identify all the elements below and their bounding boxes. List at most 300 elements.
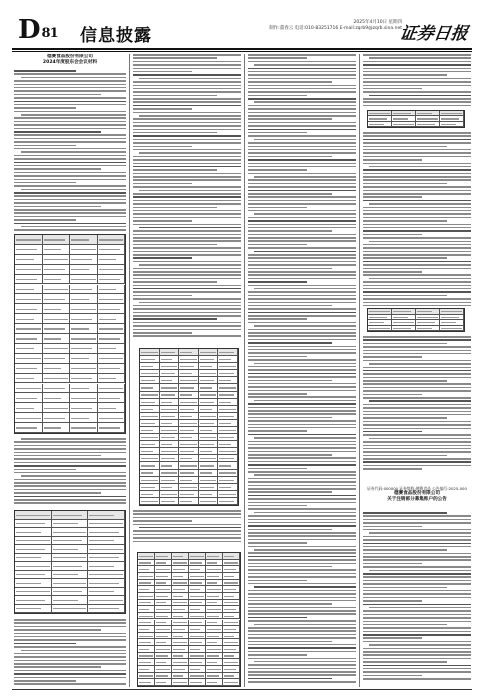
text-line: [369, 438, 471, 440]
cell-text: [219, 409, 236, 410]
text-line: [363, 81, 471, 83]
table-cell: [98, 364, 126, 374]
text-line: [133, 322, 241, 324]
cell-text: [156, 622, 166, 623]
table-cell: [15, 344, 43, 354]
text-line: [133, 261, 241, 263]
text-line: [248, 332, 356, 334]
cell-text: [53, 600, 78, 601]
table-cell: [98, 265, 126, 275]
text-line: [248, 183, 356, 185]
table-cell: [172, 600, 189, 607]
data-table: [367, 308, 465, 332]
table-cell: [199, 448, 219, 455]
text-line: [248, 637, 356, 639]
table-cell: [199, 370, 219, 377]
table-cell: [43, 265, 71, 275]
cell-text: [71, 408, 92, 409]
text-line: [248, 308, 356, 310]
cell-text: [417, 328, 432, 329]
cell-text: [161, 444, 173, 445]
cell-text: [200, 380, 214, 381]
text-line: [14, 111, 126, 113]
text-line: [248, 576, 356, 578]
cell-text: [141, 451, 153, 452]
table-cell: [218, 484, 238, 491]
text-line: [363, 74, 447, 76]
table-cell: [218, 448, 238, 455]
table-cell: [189, 580, 206, 587]
table-cell: [172, 626, 189, 633]
text-line: [363, 421, 471, 423]
page-number: 81: [41, 26, 58, 41]
text-line: [133, 74, 241, 76]
table-cell: [218, 363, 238, 370]
cell-text: [180, 451, 194, 452]
text-line: [363, 414, 471, 416]
text-line: [248, 441, 356, 443]
cell-text: [71, 418, 89, 419]
cell-text: [139, 682, 151, 683]
cell-text: [441, 328, 462, 329]
text-line: [248, 600, 356, 602]
cell-text: [190, 589, 200, 590]
table-cell: [155, 666, 172, 673]
text-line: [363, 665, 471, 667]
text-line: [363, 383, 471, 385]
cell-text: [139, 596, 153, 597]
table-cell: [88, 579, 125, 588]
cell-text: [219, 352, 233, 353]
text-line: [14, 195, 126, 197]
text-line: [14, 202, 126, 204]
cell-text: [139, 622, 151, 623]
announcement-document-title: 关于注销部分募集账户的公告: [387, 497, 447, 502]
table-cell: [199, 427, 219, 434]
text-line: [363, 336, 471, 338]
header-rule-thin: [12, 51, 472, 52]
column-divider: [359, 54, 360, 687]
text-line: [248, 681, 356, 683]
table-cell: [98, 374, 126, 384]
text-block: [133, 510, 241, 544]
cell-text: [141, 458, 158, 459]
table-cell: [206, 573, 223, 580]
table-cell: [206, 673, 223, 680]
text-line: [133, 271, 241, 273]
cell-text: [207, 662, 217, 663]
text-line: [248, 217, 356, 219]
table-cell: [218, 399, 238, 406]
cell-text: [53, 557, 87, 558]
table-cell: [70, 423, 98, 433]
cell-text: [71, 328, 89, 329]
cell-text: [207, 569, 221, 570]
text-line: [133, 513, 241, 515]
table-cell: [189, 679, 206, 686]
text-line: [254, 400, 356, 402]
cell-text: [161, 373, 175, 374]
text-line: [248, 454, 332, 456]
text-line: [363, 343, 447, 345]
text-line: [14, 209, 126, 211]
text-line: [248, 647, 356, 649]
table-cell: [172, 606, 189, 613]
text-line: [248, 240, 356, 242]
text-line: [248, 142, 356, 144]
cell-text: [219, 480, 233, 481]
text-line: [133, 179, 241, 181]
text-line: [14, 134, 126, 136]
table-cell: [15, 384, 43, 394]
cell-text: [173, 622, 187, 623]
table-cell: [218, 377, 238, 384]
text-line: [133, 325, 241, 327]
text-line: [363, 295, 447, 297]
text-line: [248, 295, 356, 297]
text-line: [248, 207, 307, 209]
table-cell: [140, 413, 160, 420]
table-cell: [43, 304, 71, 314]
text-line: [248, 668, 356, 670]
cell-text: [207, 682, 217, 683]
table-cell: [223, 613, 240, 620]
text-line: [363, 169, 471, 171]
cell-text: [224, 582, 238, 583]
table-cell: [206, 633, 223, 640]
text-line: [363, 397, 471, 399]
text-line: [133, 281, 217, 283]
text-line: [254, 474, 356, 476]
text-line: [14, 656, 126, 658]
table-cell: [206, 560, 223, 567]
table-header-cell: [206, 553, 223, 560]
text-line: [14, 636, 126, 638]
cell-text: [161, 430, 178, 431]
table-cell: [206, 653, 223, 660]
text-line: [248, 634, 356, 636]
text-line: [363, 271, 422, 273]
text-line: [363, 387, 471, 389]
text-line: [363, 624, 447, 626]
table-cell: [15, 596, 52, 605]
table-cell: [15, 314, 43, 324]
text-line: [363, 461, 471, 463]
text-line: [133, 54, 241, 56]
table-cell: [160, 498, 180, 505]
text-line: [248, 210, 356, 212]
text-line: [248, 566, 332, 568]
text-line: [133, 288, 241, 290]
table-cell: [172, 679, 189, 686]
text-line: [248, 88, 356, 90]
text-line: [363, 559, 471, 561]
text-line: [248, 393, 307, 395]
text-line: [14, 158, 126, 160]
text-line: [133, 537, 241, 539]
text-line: [363, 411, 471, 413]
table-cell: [160, 470, 180, 477]
text-line: [248, 532, 356, 534]
table-cell: [155, 586, 172, 593]
text-line: [133, 278, 241, 280]
cell-text: [71, 398, 96, 399]
text-line: [363, 407, 471, 409]
text-line: [363, 268, 471, 270]
table-cell: [199, 498, 219, 505]
table-cell: [155, 679, 172, 686]
table-cell: [206, 613, 223, 620]
cell-text: [16, 328, 41, 329]
text-line: [363, 627, 471, 629]
text-line: [363, 465, 471, 467]
table-cell: [43, 275, 71, 285]
text-line: [363, 549, 447, 551]
text-line: [248, 68, 356, 70]
cell-text: [190, 636, 204, 637]
text-line: [14, 485, 126, 487]
table-cell: [88, 520, 125, 529]
text-line: [363, 424, 471, 426]
cell-text: [173, 649, 185, 650]
text-line: [133, 517, 241, 519]
text-line: [133, 61, 241, 63]
text-line: [248, 196, 356, 198]
text-line: [248, 603, 332, 605]
table-cell: [218, 470, 238, 477]
cell-text: [71, 427, 96, 428]
table-header-cell: [199, 349, 219, 356]
table-cell: [98, 384, 126, 394]
table-cell: [218, 406, 238, 413]
table-cell: [179, 455, 199, 462]
cell-text: [71, 338, 96, 339]
cell-text: [190, 562, 202, 563]
table-cell: [70, 364, 98, 374]
cell-text: [190, 609, 200, 610]
table-cell: [138, 673, 155, 680]
cell-text: [219, 458, 233, 459]
text-line: [133, 142, 241, 144]
cell-text: [200, 472, 212, 473]
table-cell: [199, 470, 219, 477]
cell-text: [200, 465, 214, 466]
text-line: [133, 166, 241, 168]
text-line: [248, 227, 356, 229]
table-cell: [160, 455, 180, 462]
cell-text: [53, 532, 87, 533]
data-table: [367, 110, 465, 128]
cell-text: [224, 616, 234, 617]
cell-text: [417, 113, 432, 114]
text-line: [14, 131, 101, 133]
cell-text: [89, 583, 118, 584]
text-line: [248, 580, 307, 582]
cell-text: [89, 600, 123, 601]
table-cell: [88, 596, 125, 605]
table-cell: [138, 620, 155, 627]
cell-text: [141, 402, 155, 403]
text-line: [363, 539, 471, 541]
table-cell: [206, 580, 223, 587]
table-cell: [223, 586, 240, 593]
table-cell: [98, 393, 126, 403]
cell-text: [71, 249, 96, 250]
text-line: [248, 542, 307, 544]
cell-text: [441, 113, 462, 114]
cell-text: [89, 566, 114, 567]
text-line: [14, 185, 126, 187]
text-line: [363, 356, 422, 358]
text-line: [14, 168, 101, 170]
table-cell: [199, 399, 219, 406]
text-line: [363, 302, 471, 304]
table-cell: [392, 122, 416, 127]
cell-text: [207, 622, 217, 623]
text-line: [248, 285, 356, 287]
date-line: 2025年4月10日 星期四: [353, 20, 402, 25]
text-line: [248, 281, 307, 283]
table-cell: [172, 673, 189, 680]
text-line: [14, 90, 126, 92]
cell-text: [219, 394, 233, 395]
text-line: [248, 200, 356, 202]
table-cell: [206, 566, 223, 573]
cell-text: [393, 317, 408, 318]
cell-text: [173, 642, 187, 643]
cell-text: [139, 642, 151, 643]
text-line: [248, 193, 332, 195]
cell-text: [207, 642, 217, 643]
cell-text: [44, 338, 62, 339]
table-cell: [223, 620, 240, 627]
cell-text: [224, 562, 238, 563]
cell-text: [180, 387, 194, 388]
table-cell: [189, 646, 206, 653]
text-line: [363, 641, 471, 643]
text-line: [248, 573, 356, 575]
text-line: [363, 251, 471, 253]
text-line: [248, 54, 356, 56]
cell-text: [44, 299, 65, 300]
cell-text: [141, 480, 158, 481]
table-cell: [160, 399, 180, 406]
cell-text: [89, 540, 114, 541]
cell-text: [44, 239, 65, 240]
table-cell: [138, 606, 155, 613]
text-line: [363, 247, 471, 249]
cell-text: [393, 124, 414, 125]
text-line: [14, 182, 76, 184]
cell-text: [161, 451, 178, 452]
table-cell: [179, 441, 199, 448]
table-cell: [98, 403, 126, 413]
cell-text: [16, 549, 45, 550]
table-cell: [172, 573, 189, 580]
text-line: [133, 146, 192, 148]
text-line: [363, 621, 471, 623]
text-line: [369, 363, 471, 365]
table-cell: [416, 326, 440, 332]
text-line: [248, 386, 356, 388]
text-line: [14, 646, 126, 648]
table-cell: [199, 484, 219, 491]
text-line: [248, 264, 356, 266]
text-line: [133, 217, 241, 219]
text-line: [14, 626, 126, 628]
cell-text: [190, 622, 202, 623]
page-letter: D: [18, 15, 40, 45]
cell-text: [190, 675, 204, 676]
text-line: [254, 139, 356, 141]
text-line: [21, 475, 126, 477]
cell-text: [369, 118, 387, 119]
table-cell: [199, 462, 219, 469]
text-line: [21, 650, 126, 652]
text-line: [363, 254, 471, 256]
cell-text: [16, 600, 45, 601]
cell-text: [173, 616, 183, 617]
cell-text: [156, 576, 168, 577]
table-cell: [70, 413, 98, 423]
table-cell: [15, 413, 43, 423]
cell-text: [141, 373, 158, 374]
text-line: [363, 678, 471, 680]
cell-text: [224, 576, 234, 577]
table-cell: [160, 413, 180, 420]
text-line: [248, 335, 356, 337]
table-cell: [43, 344, 71, 354]
table-cell: [172, 633, 189, 640]
text-line: [14, 229, 126, 231]
cell-text: [44, 279, 62, 280]
cell-text: [16, 338, 37, 339]
text-line: [133, 159, 241, 161]
table-cell: [43, 393, 71, 403]
cell-text: [16, 289, 34, 290]
cell-text: [16, 269, 41, 270]
text-line: [363, 193, 471, 195]
text-line: [363, 576, 471, 578]
cell-text: [53, 574, 78, 575]
cell-text: [71, 319, 92, 320]
text-line: [133, 534, 241, 536]
cell-text: [180, 380, 197, 381]
text-line: [133, 332, 192, 334]
table-header-cell: [179, 349, 199, 356]
text-line: [133, 234, 241, 236]
cell-text: [71, 368, 96, 369]
text-line: [133, 81, 241, 83]
cell-text: [156, 562, 166, 563]
text-line: [254, 661, 356, 663]
table-cell: [43, 334, 71, 344]
text-block: [363, 54, 471, 108]
table-cell: [172, 593, 189, 600]
cell-text: [224, 556, 234, 557]
text-line: [248, 220, 356, 222]
table-cell: [179, 427, 199, 434]
cell-text: [71, 388, 89, 389]
cell-text: [173, 556, 183, 557]
cell-text: [99, 319, 117, 320]
text-line: [248, 234, 356, 236]
text-line: [248, 498, 356, 500]
cell-text: [180, 472, 194, 473]
text-line: [133, 183, 192, 185]
text-line: [363, 546, 471, 548]
text-line: [248, 339, 356, 341]
